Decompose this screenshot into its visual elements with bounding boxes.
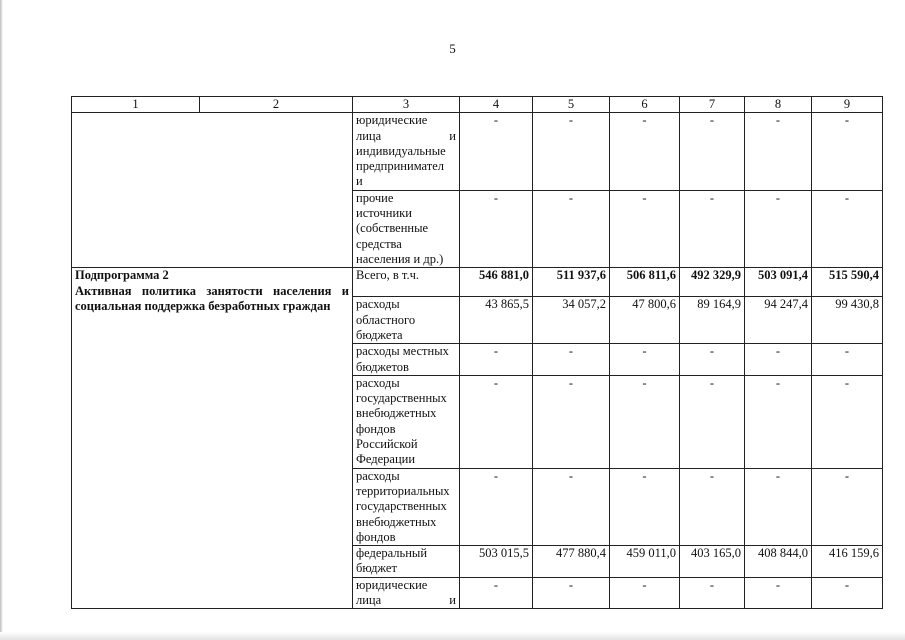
value-cell: 492 329,9 — [680, 268, 745, 297]
value-cell: - — [460, 468, 533, 545]
column-number: 4 — [460, 97, 533, 113]
source-cell — [353, 546, 460, 578]
value-cell: 477 880,4 — [533, 546, 610, 578]
value-cell: - — [533, 344, 610, 376]
value-cell: - — [680, 113, 745, 190]
scan-edge — [0, 0, 3, 640]
source-line: Всего, в т.ч. — [356, 268, 419, 283]
value-cell: 408 844,0 — [745, 546, 812, 578]
value-cell: - — [610, 375, 680, 468]
source-line: бюджетов — [356, 359, 409, 374]
column-number: 5 — [533, 97, 610, 113]
value-cell: - — [460, 344, 533, 376]
value-cell: - — [680, 375, 745, 468]
value-cell: - — [812, 113, 883, 190]
source-line: расходы местных — [356, 344, 449, 359]
source-cell — [353, 268, 460, 297]
value-cell: - — [460, 577, 533, 609]
value-cell: 503 015,5 — [460, 546, 533, 578]
value-cell: 459 011,0 — [610, 546, 680, 578]
value-cell: - — [812, 190, 883, 267]
value-cell: - — [680, 344, 745, 376]
value-cell: - — [610, 577, 680, 609]
value-cell: 89 164,9 — [680, 297, 745, 344]
source-line: фондов — [356, 529, 396, 544]
budget-table — [71, 96, 883, 609]
source-line: индивидуальные — [356, 143, 446, 158]
value-cell: - — [745, 113, 812, 190]
column-number: 2 — [200, 97, 353, 113]
value-cell: - — [533, 577, 610, 609]
source-line: расходы — [356, 297, 400, 312]
value-cell: 511 937,6 — [533, 268, 610, 297]
value-cell: 515 590,4 — [812, 268, 883, 297]
value-cell: - — [680, 190, 745, 267]
source-line: юридические — [356, 577, 428, 592]
scan-edge — [0, 632, 905, 640]
source-line: территориальных — [356, 483, 450, 498]
source-cell — [353, 577, 460, 609]
source-line: внебюджетных — [356, 406, 437, 421]
value-cell: - — [610, 468, 680, 545]
value-cell: 47 800,6 — [610, 297, 680, 344]
source-line: государственных — [356, 391, 447, 406]
value-cell: 506 811,6 — [610, 268, 680, 297]
value-cell: - — [460, 113, 533, 190]
page-number: 5 — [449, 41, 456, 56]
value-cell: 546 881,0 — [460, 268, 533, 297]
column-number: 3 — [353, 97, 460, 113]
subprogram-name-line: Активная политика занятости населения и — [75, 283, 349, 298]
value-cell: 99 430,8 — [812, 297, 883, 344]
source-cell — [353, 190, 460, 267]
column-number: 6 — [610, 97, 680, 113]
source-line: областного — [356, 312, 416, 327]
value-cell: - — [680, 468, 745, 545]
source-line: фондов — [356, 421, 396, 436]
column-number: 1 — [72, 97, 200, 113]
subprogram-name-cell — [72, 268, 353, 609]
value-cell: 34 057,2 — [533, 297, 610, 344]
column-number: 9 — [812, 97, 883, 113]
source-line: лица и — [356, 593, 456, 608]
source-line: федеральный — [356, 546, 428, 561]
value-cell: - — [680, 577, 745, 609]
value-cell: 94 247,4 — [745, 297, 812, 344]
subprogram-total-row — [72, 268, 883, 297]
value-cell: - — [812, 344, 883, 376]
source-line: предпринимател — [356, 159, 444, 174]
source-cell — [353, 468, 460, 545]
value-cell: - — [533, 375, 610, 468]
column-number-row — [72, 97, 883, 113]
source-line: расходы — [356, 375, 400, 390]
source-cell — [353, 375, 460, 468]
value-cell: - — [533, 113, 610, 190]
subprogram-name-line: социальная поддержка безработных граждан — [75, 298, 331, 313]
value-cell: - — [610, 344, 680, 376]
value-cell: 503 091,4 — [745, 268, 812, 297]
source-line: бюджета — [356, 327, 403, 342]
value-cell: 43 865,5 — [460, 297, 533, 344]
value-cell: - — [745, 468, 812, 545]
value-cell: - — [745, 375, 812, 468]
source-line: расходы — [356, 468, 400, 483]
value-cell: - — [533, 468, 610, 545]
source-line: Российской — [356, 437, 418, 452]
column-number: 7 — [680, 97, 745, 113]
source-line: источники — [356, 206, 412, 221]
value-cell: - — [610, 190, 680, 267]
source-line: Федерации — [356, 452, 416, 467]
value-cell: - — [812, 375, 883, 468]
source-line: государственных — [356, 499, 447, 514]
value-cell: 403 165,0 — [680, 546, 745, 578]
source-line: лица и — [356, 128, 456, 143]
source-line: внебюджетных — [356, 514, 437, 529]
value-cell: - — [812, 468, 883, 545]
source-cell — [353, 344, 460, 376]
source-line: (собственные — [356, 221, 429, 236]
value-cell: - — [745, 344, 812, 376]
source-line: юридические — [356, 113, 428, 128]
value-cell: - — [812, 577, 883, 609]
subprogram-title: Подпрограмма 2 — [75, 268, 169, 283]
source-cell — [353, 113, 460, 190]
empty-name-cell — [72, 113, 353, 268]
value-cell: 416 159,6 — [812, 546, 883, 578]
value-cell: - — [460, 190, 533, 267]
source-cell — [353, 297, 460, 344]
value-cell: - — [460, 375, 533, 468]
source-line: населения и др.) — [356, 251, 444, 266]
source-line: и — [356, 174, 363, 189]
value-cell: - — [745, 577, 812, 609]
value-cell: - — [745, 190, 812, 267]
source-line: прочие — [356, 190, 394, 205]
value-cell: - — [610, 113, 680, 190]
column-number: 8 — [745, 97, 812, 113]
table-row — [72, 113, 883, 190]
value-cell: - — [533, 190, 610, 267]
source-line: средства — [356, 236, 402, 251]
source-line: бюджет — [356, 561, 397, 576]
